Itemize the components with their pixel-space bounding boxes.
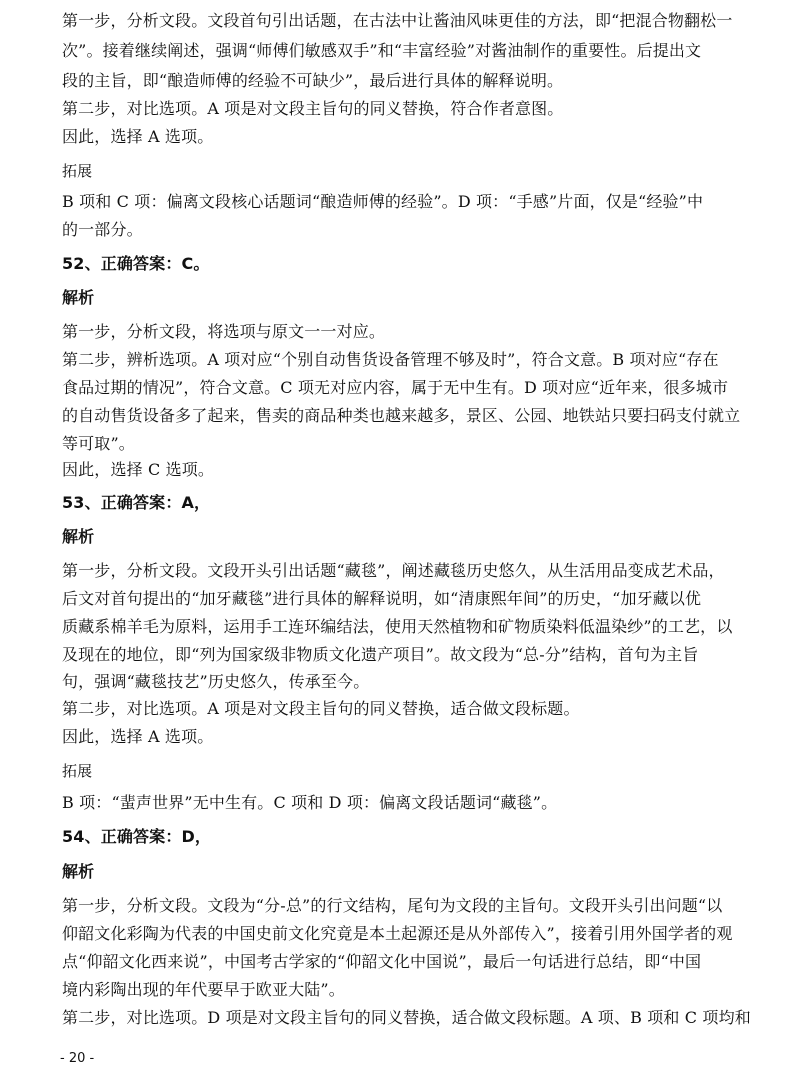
answer-heading-54: 54、正确答案：D， <box>62 827 212 846</box>
text-line: 的自动售货设备多了起来，售卖的商品种类也越来越多，景区、公园、地铁站只要扫码支付就立 <box>62 406 741 425</box>
text-line: 及现在的地位，即“列为国家级非物质文化遗产项目”。故文段为“总-分”结构，首句为主旨 <box>62 645 699 664</box>
section-label-extension: 拓展 <box>62 762 93 780</box>
answer-heading-52: 52、正确答案：C。 <box>62 254 210 273</box>
text-line: 因此，选择 A 选项。 <box>62 127 214 146</box>
section-label-extension: 拓展 <box>62 162 93 180</box>
text-line: 的一部分。 <box>62 220 143 239</box>
section-label-analysis: 解析 <box>62 288 95 307</box>
text-line: 第二步，对比选项。A 项是对文段主旨句的同义替换，符合作者意图。 <box>62 99 564 118</box>
text-line: 第二步，对比选项。D 项是对文段主旨句的同义替换，适合做文段标题。A 项、B 项和 C 项均和 <box>62 1008 751 1027</box>
text-line: B 项和 C 项：偏离文段核心话题词“酿造师傅的经验”。D 项：“手感”片面，仅是“经验”中 <box>62 192 704 211</box>
text-line: 食品过期的情况”，符合文意。C 项无对应内容，属于无中生有。D 项对应“近年来，很多城市 <box>62 378 729 397</box>
text-line: 第一步，分析文段，将选项与原文一一对应。 <box>62 322 386 341</box>
section-label-analysis: 解析 <box>62 862 95 881</box>
text-line: B 项：“蜚声世界”无中生有。C 项和 D 项：偏离文段话题词“藏毯”。 <box>62 793 558 812</box>
text-line: 点“仰韶文化西来说”，中国考古学家的“仰韶文化中国说”，最后一句话进行总结，即“中国 <box>62 952 702 971</box>
text-line: 第一步，分析文段。文段为“分-总”的行文结构，尾句为文段的主旨句。文段开头引出问题“以 <box>62 896 723 915</box>
text-line: 次”。接着继续阐述，强调“师傅们敏感双手”和“丰富经验”对酱油制作的重要性。后提出文 <box>62 41 702 60</box>
text-line: 仰韶文化彩陶为代表的中国史前文化究竟是本土起源还是从外部传入”，接着引用外国学者的观 <box>62 924 733 943</box>
text-line: 境内彩陶出现的年代要早于欧亚大陆”。 <box>62 980 345 999</box>
text-line: 因此，选择 A 选项。 <box>62 727 214 746</box>
text-line: 段的主旨，即“酿造师傅的经验不可缺少”，最后进行具体的解释说明。 <box>62 71 564 90</box>
answer-heading-53: 53、正确答案：A， <box>62 493 211 512</box>
text-line: 质藏系棉羊毛为原料，运用手工连环编结法，使用天然植物和矿物质染料低温染纱”的工艺，以 <box>62 617 733 636</box>
section-label-analysis: 解析 <box>62 527 95 546</box>
text-line: 句，强调“藏毯技艺”历史悠久，传承至今。 <box>62 672 370 691</box>
text-line: 第一步，分析文段。文段首句引出话题，在古法中让酱油风味更佳的方法，即“把混合物翻松一 <box>62 11 733 30</box>
page-number: - 20 - <box>60 1051 95 1066</box>
text-line: 第二步，对比选项。A 项是对文段主旨句的同义替换，适合做文段标题。 <box>62 699 580 718</box>
text-line: 因此，选择 C 选项。 <box>62 460 215 479</box>
text-line: 后文对首句提出的“加牙藏毯”进行具体的解释说明，如“清康熙年间”的历史，“加牙藏以优 <box>62 589 702 608</box>
text-line: 等可取”。 <box>62 434 135 453</box>
text-line: 第二步，辨析选项。A 项对应“个别自动售货设备管理不够及时”，符合文意。B 项对应“存在 <box>62 350 719 369</box>
text-line: 第一步，分析文段。文段开头引出话题“藏毯”，阐述藏毯历史悠久，从生活用品变成艺术品， <box>62 561 725 580</box>
